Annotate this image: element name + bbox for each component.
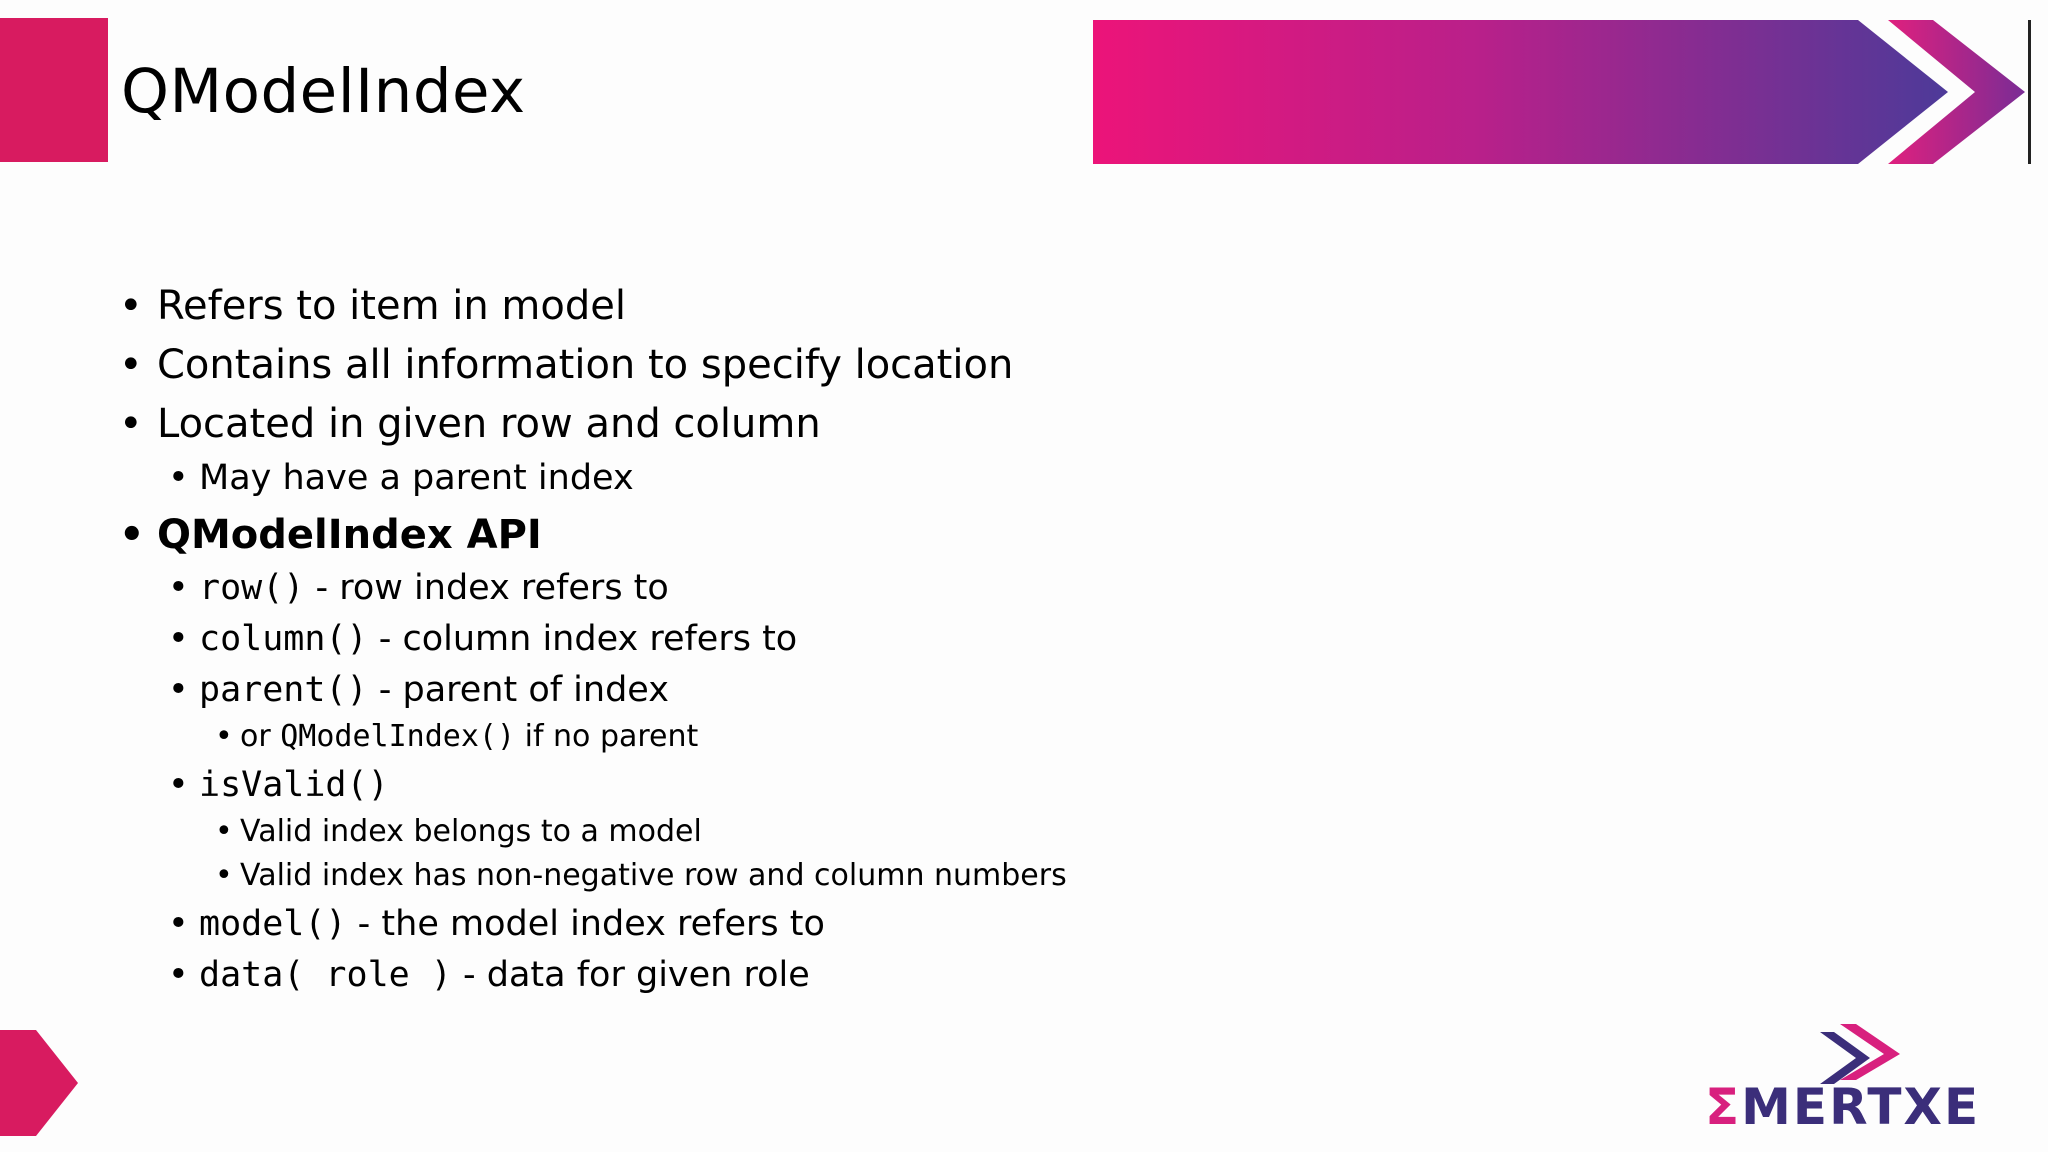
api-method: isValid() xyxy=(199,765,389,805)
bullet-prefix: or xyxy=(240,719,271,754)
bullet-text: - row index refers to xyxy=(315,568,669,608)
api-bullet: • model() - the model index refers to xyxy=(168,904,825,944)
sub-bullet: • May have a parent index xyxy=(168,458,634,498)
bullet: • Located in given row and column xyxy=(119,401,821,447)
api-bullet: • row() - row index refers to xyxy=(168,568,669,608)
banner-bar xyxy=(1093,20,1948,164)
bullet: • Contains all information to specify location xyxy=(119,342,1014,388)
sub-sub-bullet: • Valid index belongs to a model xyxy=(215,814,702,849)
logo-wordmark: MERTXE xyxy=(1741,1078,1981,1136)
sub-sub-bullet: • or QModelIndex() if no parent xyxy=(215,719,699,754)
bullet: • Refers to item in model xyxy=(119,283,626,329)
bullet-text: Valid index belongs to a model xyxy=(240,814,702,849)
emertxe-logo xyxy=(1705,1078,1981,1136)
slide-title: QModelIndex xyxy=(121,56,526,127)
bullet-text: - parent of index xyxy=(378,670,669,710)
api-method: column() xyxy=(199,619,368,659)
bullet-text: - the model index refers to xyxy=(357,904,825,944)
api-bullet: • isValid() xyxy=(168,765,389,805)
bullet-text: - column index refers to xyxy=(378,619,798,659)
bullet-text: QModelIndex API xyxy=(157,512,542,558)
accent-square xyxy=(0,18,108,162)
logo-sigma-icon: Σ xyxy=(1705,1078,1742,1136)
api-method: parent() xyxy=(199,670,368,710)
sub-sub-bullet: • Valid index has non-negative row and column numbers xyxy=(215,858,1067,893)
emertxe-logo-icon xyxy=(1700,1022,1900,1086)
corner-arrow-shape xyxy=(0,1030,80,1136)
bullet-text: May have a parent index xyxy=(199,458,634,498)
bullet-text: Contains all information to specify location xyxy=(157,342,1014,388)
api-bullet: • data( role ) - data for given role xyxy=(168,955,810,995)
bullet-text: - data for given role xyxy=(463,955,810,995)
api-method: model() xyxy=(199,904,347,944)
api-method: data( role ) xyxy=(199,955,452,995)
bullet-heading: • QModelIndex API xyxy=(119,512,542,558)
api-method: QModelIndex() xyxy=(280,719,516,754)
header-banner xyxy=(1093,18,2048,168)
api-bullet: • column() - column index refers to xyxy=(168,619,798,659)
api-bullet: • parent() - parent of index xyxy=(168,670,669,710)
bullet-text: Valid index has non-negative row and column numbers xyxy=(240,858,1067,893)
bullet-text: Located in given row and column xyxy=(157,401,821,447)
banner-divider xyxy=(2028,20,2031,164)
api-method: row() xyxy=(199,568,305,608)
bullet-text: if no parent xyxy=(524,719,699,754)
bullet-text: Refers to item in model xyxy=(157,283,626,329)
